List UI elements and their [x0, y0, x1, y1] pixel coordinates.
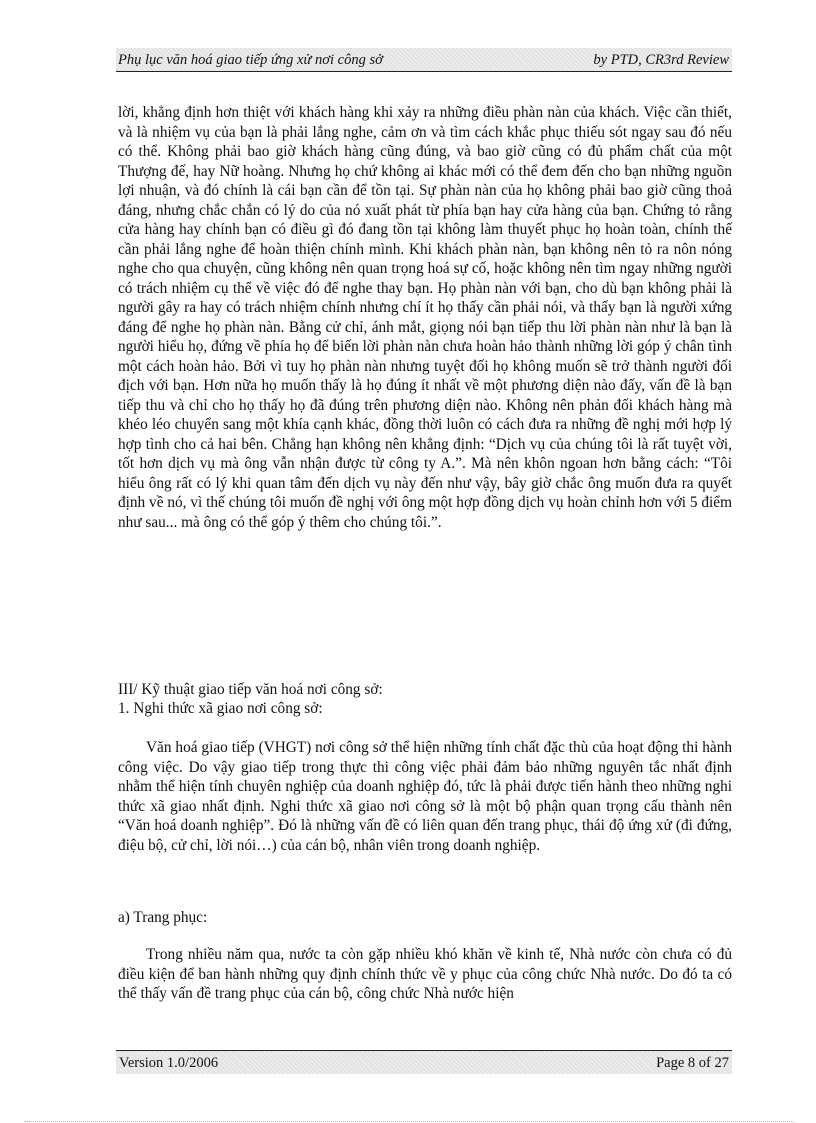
header-document-title: Phụ lục văn hoá giao tiếp ứng xử nơi công sở — [118, 52, 383, 68]
header-author: by PTD, CR3rd Review — [593, 52, 729, 68]
subsection-heading-a: a) Trang phục: — [118, 909, 208, 926]
page-bottom-divider — [24, 1121, 794, 1122]
body-paragraph-vhgt: Văn hoá giao tiếp (VHGT) nơi công sở thể hiện những tính chất đặc thù của hoạt động thi hành công việc. Do vậy giao tiếp trong thực thi công việc phải đảm bảo những nguyên tắc nhất định nhằm thể hiện tính chuyên nghiệp của doanh nghiệp đó, tức là phải được tiến hành theo những nghi thức xã giao nhất định. Nghi thức xã giao nơi công sở là một bộ phận quan trọng cấu thành nên “Văn hoá doanh nghiệp”. Đó là những vấn đề có liên quan đến trang phục, thái độ ứng xử (đi đứng, điệu bộ, cử chỉ, lời nói…) của cán bộ, nhân viên trong doanh nghiệp. — [118, 739, 732, 854]
body-paragraph-complaints: lời, khẳng định hơn thiệt với khách hàng khi xảy ra những điều phàn nàn của khách. Việc cần thiết, và là nhiệm vụ của bạn là phải lắng nghe, cảm ơn và tìm cách khắc phục thiếu sót ngay sau đó nếu có thể. Không phải bao giờ khách hàng cũng đúng, và bao giờ cũng có đủ phẩm chất của một Thượng đế, hay Nữ hoàng. Nhưng họ chứ không ai khác mới có thể đem đến cho bạn những nguồn lợi nhuận, và đó chính là cái bạn cần để tồn tại. Sự phàn nàn của họ không phải bao giờ cũng thoả đáng, nhưng chắc chắn có lý do của nó xuất phát từ phía bạn hay cửa hàng của bạn. Chứng tỏ rằng cửa hàng hay chính bạn có điều gì đó đang tồn tại không làm thuyết phục họ hoàn toàn, chính thế cần phải lắng nghe để hoàn thiện chính mình. Khi khách phàn nàn, bạn không nên tỏ ra nôn nóng nghe cho qua chuyện, cũng không nên quan trọng hoá sự cố, hoặc không nên tìm ngay những người có trách nhiệm cụ thể về việc đó để nghe thay bạn. Họ phàn nàn với bạn, cho dù bạn không phải là người gây ra hay có trách nhiệm chính nhưng chí ít họ thấy cần phải nói, và thấy bạn là người xứng đáng để nghe họ phàn nàn. Bằng cử chỉ, ánh mắt, giọng nói bạn tiếp thu lời phàn nàn như là bạn là người hiểu họ, đứng về phía họ để biến lời phàn nàn chưa hoàn hảo thành những lời góp ý chân tình một cách hoàn hảo. Bởi vì tuy họ phàn nàn nhưng tuyệt đối họ không muốn sẽ trở thành người đối địch với bạn. Hơn nữa họ muốn thấy là họ đúng ít nhất về một phương diện nào đấy, vấn đề là bạn tiếp thu và chỉ cho họ thấy họ đã đúng trên phương diện nào. Không nên phản đối khách hàng mà khéo léo chuyển sang một khía cạnh khác, đồng thời luôn có cách đưa ra những đề nghị mới hợp lý hợp tình cho cả hai bên. Chẳng hạn không nên khẳng định: “Dịch vụ của chúng tôi là rất tuyệt vời, tốt hơn dịch vụ mà ông vẫn nhận được từ công ty A.”. Mà nên khôn ngoan hơn bằng cách: “Tôi hiểu ông rất có lý khi quan tâm đến dịch vụ này đến như vậy, bây giờ chắc ông muốn đưa ra quyết định về nó, vì thế chúng tôi muốn đề nghị với ông một hợp đồng dịch vụ hoàn chỉnh hơn với 5 điểm như sau... mà ông có thể góp ý thêm cho chúng tôi.”. — [118, 104, 732, 531]
footer-page-number: Page 8 of 27 — [656, 1055, 729, 1071]
section-heading-iii: III/ Kỹ thuật giao tiếp văn hoá nơi công sở: — [118, 681, 383, 698]
subsection-heading-1: 1. Nghi thức xã giao nơi công sở: — [118, 700, 323, 717]
page-footer — [116, 1050, 732, 1074]
footer-version: Version 1.0/2006 — [119, 1055, 219, 1071]
body-paragraph-trang-phuc: Trong nhiều năm qua, nước ta còn gặp nhiều khó khăn về kinh tế, Nhà nước còn chưa có đủ điều kiện để ban hành những quy định chính thức về y phục của công chức Nhà nước. Do đó ta có thể thấy vấn đề trang phục của cán bộ, công chức Nhà nước hiện — [118, 946, 732, 1002]
page-header — [116, 48, 732, 72]
